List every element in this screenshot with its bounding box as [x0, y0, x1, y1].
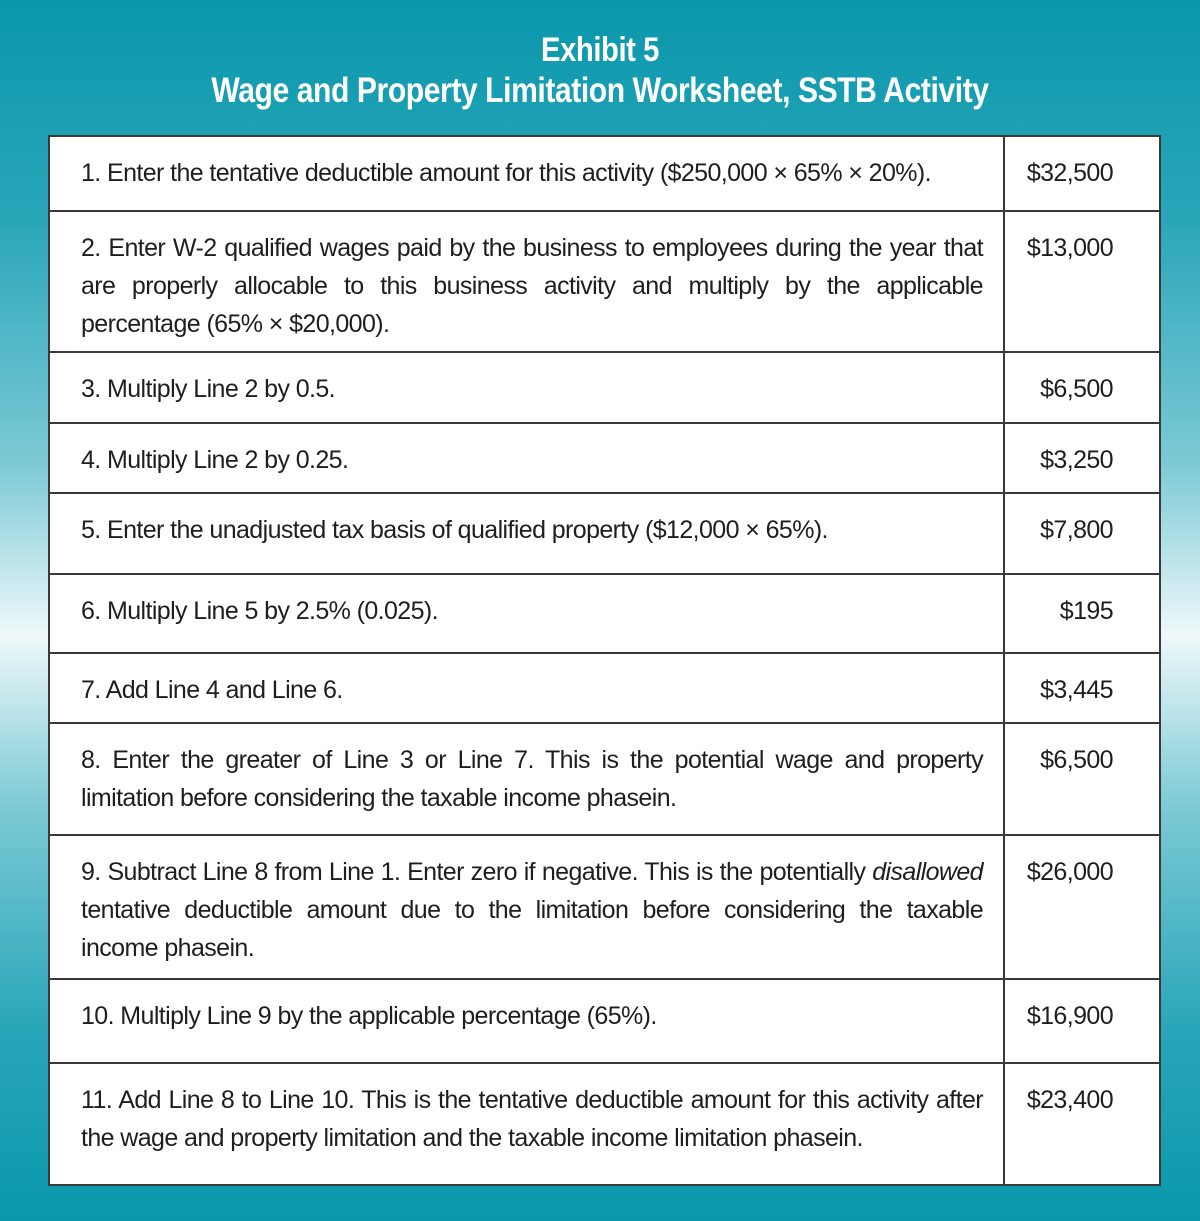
- row-amount: $26,000: [1026, 858, 1113, 886]
- table-row: [50, 1064, 1159, 1184]
- row-amount: $7,800: [1040, 516, 1113, 544]
- row-amount: $3,250: [1040, 446, 1113, 474]
- row-description-part: tentative deductible amount due to the limitation before considering the taxable income phasein.: [81, 896, 983, 962]
- table-row: [50, 424, 1159, 494]
- row-amount: $3,445: [1040, 676, 1113, 704]
- row-description: 10. Multiply Line 9 by the applicable percentage (65%).: [50, 980, 1005, 1062]
- row-description: 4. Multiply Line 2 by 0.25.: [50, 424, 1005, 492]
- row-description: 7. Add Line 4 and Line 6.: [50, 654, 1005, 722]
- exhibit-header: [0, 30, 1200, 112]
- table-row: [50, 137, 1159, 212]
- row-amount: $6,500: [1040, 375, 1113, 403]
- row-amount: $32,500: [1026, 159, 1113, 187]
- table-row: [50, 654, 1159, 724]
- table-row: [50, 212, 1159, 353]
- table-row: [50, 980, 1159, 1064]
- table-row: [50, 724, 1159, 836]
- row-description: 3. Multiply Line 2 by 0.5.: [50, 353, 1005, 422]
- exhibit-title: Wage and Property Limitation Worksheet, SSTB Activity: [211, 71, 989, 110]
- exhibit-number: Exhibit 5: [540, 31, 659, 69]
- row-description: [50, 836, 1005, 978]
- row-description: 1. Enter the tentative deductible amount for this activity ($250,000 × 65% × 20%).: [50, 137, 1005, 210]
- row-description-emphasis: disallowed: [872, 858, 983, 886]
- row-description: 8. Enter the greater of Line 3 or Line 7. This is the potential wage and property limitation before considering the taxable income phasein.: [50, 724, 1005, 834]
- table-row: [50, 353, 1159, 424]
- row-description: 11. Add Line 8 to Line 10. This is the tentative deductible amount for this activity after the wage and property limitation and the taxable income limitation phasein.: [50, 1064, 1005, 1184]
- row-description: 6. Multiply Line 5 by 2.5% (0.025).: [50, 575, 1005, 652]
- table-row: [50, 836, 1159, 980]
- table-row: [50, 575, 1159, 654]
- row-description-part: 9. Subtract Line 8 from Line 1. Enter zero if negative. This is the potentially: [81, 858, 873, 886]
- worksheet-table: [48, 135, 1161, 1186]
- row-amount: $16,900: [1026, 1002, 1113, 1030]
- row-amount: $23,400: [1026, 1086, 1113, 1114]
- table-row: [50, 494, 1159, 575]
- row-amount: $195: [1059, 597, 1113, 625]
- row-description: 2. Enter W-2 qualified wages paid by the business to employees during the year that are properly allocable to this business activity and multiply by the applicable percentage (65% × $20,000).: [50, 212, 1005, 351]
- row-amount: $13,000: [1026, 234, 1113, 262]
- row-amount: $6,500: [1040, 746, 1113, 774]
- row-description: 5. Enter the unadjusted tax basis of qualified property ($12,000 × 65%).: [50, 494, 1005, 573]
